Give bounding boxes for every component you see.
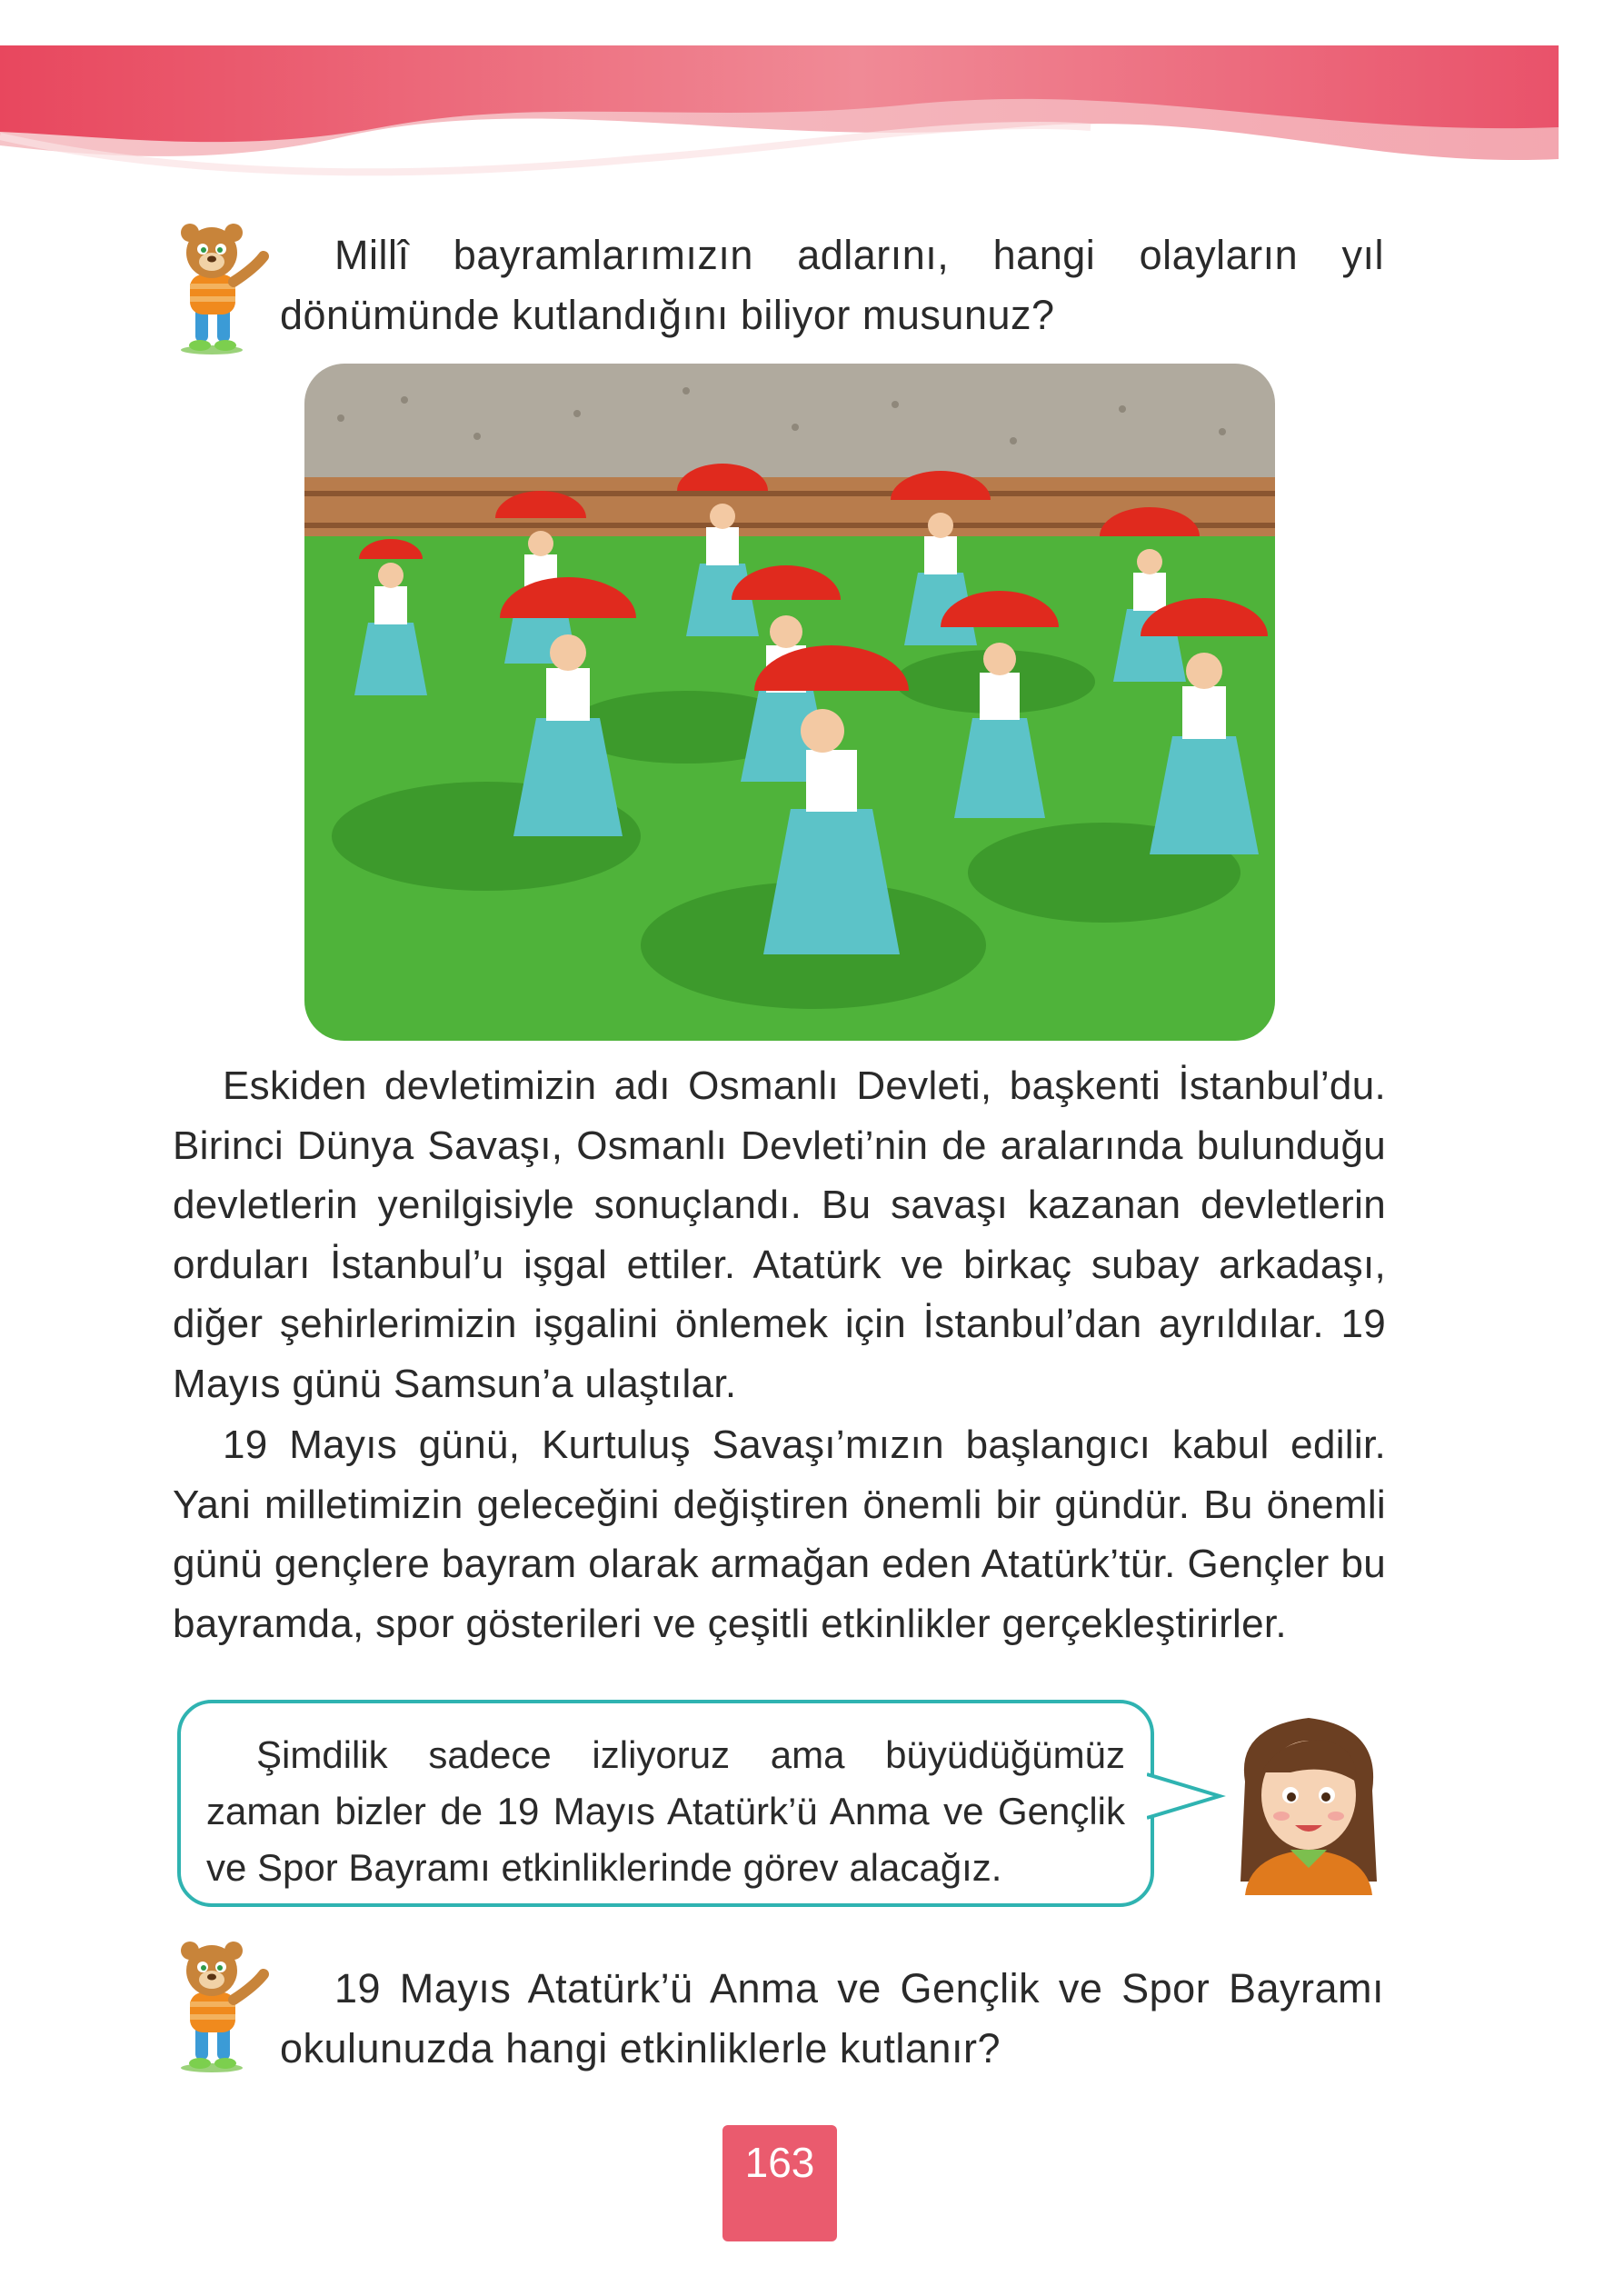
paragraph-1: Eskiden devletimizin adı Osmanlı Devleti, başkenti İstanbul’du. Birinci Dünya Savaşı, Osmanlı Devleti’nin de aralarında bulunduğu devletlerin yenilgisiyle sonuçlandı. Bu savaşı kazanan devletlerin orduları İstanbul’u işgal ettiler. Atatürk ve birkaç subay arkadaşı, diğer şehirlerimizin işgalini önlemek için İstanbul’dan ayrıldılar. 19 Mayıs günü Samsun’a ulaştılar. xyxy=(173,1063,1386,1406)
bear-mascot-icon xyxy=(168,1936,273,2072)
body-text xyxy=(173,1056,1386,1653)
question-2 xyxy=(280,1959,1384,2079)
speech-bubble xyxy=(177,1700,1154,1907)
bear-mascot-icon xyxy=(168,218,273,354)
question-2-text: 19 Mayıs Atatürk’ü Anma ve Gençlik ve Spor Bayramı okulunuzda hangi etkinliklerle kutlanır? xyxy=(280,1965,1384,2071)
header-wave-banner xyxy=(0,0,1624,209)
question-1 xyxy=(280,225,1384,345)
girl-avatar-icon xyxy=(1227,1700,1390,1895)
speech-bubble-tail xyxy=(1147,1771,1229,1825)
paragraph-2: 19 Mayıs günü, Kurtuluş Savaşı’mızın başlangıcı kabul edilir. Yani milletimizin geleceğini değiştiren önemli bir gündür. Bu önemli günü gençlere bayram olarak armağan eden Atatürk’tür. Gençler bu bayramda, spor gösterileri ve çeşitli etkinlikler gerçekleştirirler. xyxy=(173,1423,1386,1646)
question-1-text: Millî bayramlarımızın adlarını, hangi olayların yıl dönümünde kutlandığını biliyor musunuz? xyxy=(280,232,1384,338)
speech-bubble-text: Şimdilik sadece izliyoruz ama büyüdüğümüz zaman bizler de 19 Mayıs Atatürk’ü Anma ve Gençlik ve Spor Bayramı etkinliklerinde görev alacağız. xyxy=(206,1733,1125,1889)
umbrella-dance-illustration xyxy=(304,364,1275,1041)
page-number: 163 xyxy=(722,2125,837,2241)
